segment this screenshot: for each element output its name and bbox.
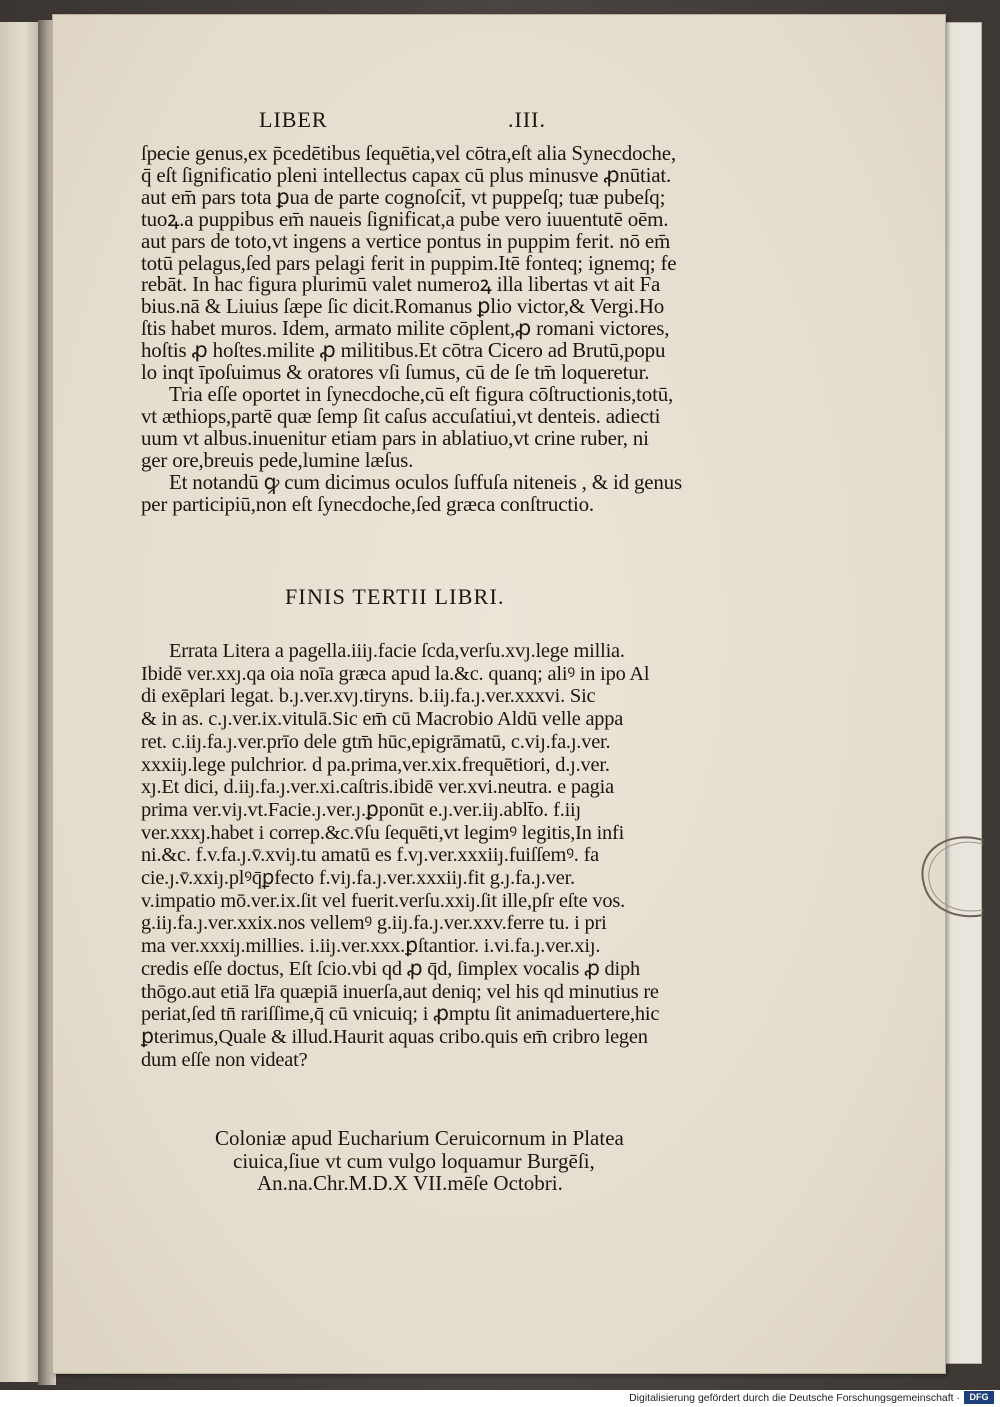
- running-header-left: LIBER: [259, 107, 328, 132]
- colophon: [215, 1127, 624, 1195]
- errata-line: g.iiȷ.fa.ȷ.ver.xxix.nos vellemꝰ g.iiȷ.fa.ȷ.ver.xxv.ferre tu. i pri: [141, 912, 607, 935]
- errata-line: xȷ.Et dici, d.iiȷ.fa.ȷ.ver.xi.caſtris.ibidē ver.xvi.neutra. e pagia: [141, 776, 614, 799]
- colophon-line: ciuica,ſiue vt cum vulgo loquamur Burgēſi,: [233, 1148, 595, 1173]
- running-header: [53, 107, 945, 137]
- text-line: vt æthiops,partē quæ ſemp ſit caſus accuſatiui,vt denteis. adiecti: [141, 403, 661, 428]
- errata-line: Ibidē ver.xxȷ.qa oia noīa græca apud la.&c. quanq; aliꝰ in ipo Al: [141, 662, 650, 685]
- text-line: bius.nā & Liuius ſæpe ſic dicit.Romanus ꝑlio victor,& Vergi.Ho: [141, 294, 665, 319]
- errata-line: ret. c.iiȷ.fa.ȷ.ver.prīo dele gtm̄ hūc,epigrāmatū, c.viȷ.fa.ȷ.ver.: [141, 730, 611, 753]
- binding-string-icon: [898, 820, 988, 930]
- text-line: totū pelagus,ſed pars pelagi ferit in puppim.Itē fonteq; ignemq; fe: [141, 250, 677, 275]
- text-line: per participiū,non eſt ſynecdoche,ſed græca conſtructio.: [141, 491, 594, 516]
- colophon-line: Coloniæ apud Eucharium Ceruicornum in Platea: [215, 1126, 624, 1150]
- errata-line: periat,ſed tn̄ rariſſime,q̄ cū vnicuiq; i ꝓmptu ſit animaduertere,hic: [141, 1003, 660, 1026]
- errata-line: prima ver.viȷ.vt.Facie.ȷ.ver.ȷ.ꝑponūt e.ȷ.ver.iiȷ.ablt̄o. f.iiȷ: [141, 798, 581, 821]
- text-line: tuoꝝ.a puppibus em̄ naueis ſignificat,a pube vero iuuentutē oēm.: [141, 206, 669, 231]
- book-page: [52, 14, 946, 1374]
- text-line: uum vt albus.inuenitur etiam pars in ablatiuo,vt crine ruber, ni: [141, 425, 649, 450]
- errata-line: ma ver.xxxiȷ.millies. i.iiȷ.ver.xxx.ꝑſtantior. i.vi.fa.ȷ.ver.xiȷ.: [141, 935, 601, 958]
- errata-line: xxxiiȷ.lege pulchrior. d pa.prima,ver.xix.frequētiori, d.ȷ.ver.: [141, 753, 610, 776]
- text-line: ger ore,breuis pede,lumine læſus.: [141, 447, 414, 472]
- text-line: lo inqt īpoſuimus & oratores vſi ſumus, cū de ſe tm̄ loqueretur.: [141, 360, 650, 385]
- section-end-heading: FINIS TERTII LIBRI.: [285, 584, 505, 609]
- errata-line: & in as. c.ȷ.ver.ix.vitulā.Sic em̄ cū Macrobio Aldū velle appa: [141, 708, 624, 731]
- errata-line: credis eſſe doctus, Eſt ſcio.vbi qd ꝓ q̄d, ſimplex vocalis ꝓ diph: [141, 957, 641, 980]
- text-line: aut em̄ pars tota ꝑua de parte cognoſcit̄, vt puppeſq; tuæ pubeſq;: [141, 184, 666, 209]
- running-header-right: .III.: [508, 107, 546, 132]
- errata-line: thōgo.aut etiā lr̄a quæpiā inuerſa,aut deniq; vel his qd minutius re: [141, 980, 659, 1003]
- errata-line: ni.&c. f.v.fa.ȷ.v̄.xviȷ.tu amatū es f.vȷ.ver.xxxiiȷ.fuiſſemꝰ. fa: [141, 844, 600, 867]
- errata-line: ꝑterimus,Quale & illud.Haurit aquas cribo.quis em̄ cribro legen: [141, 1025, 648, 1048]
- errata-line: v.impatio mō.ver.ix.ſit vel fuerit.verſu.xxiȷ.ſit ille,pſr eſte vos.: [141, 889, 625, 912]
- text-line: rebāt. In hac figura plurimū valet numeroꝝ illa libertas vt ait Fa: [141, 272, 661, 297]
- text-line: Et notandū ꝙ cum dicimus oculos ſuffuſa niteneis , & id genus: [169, 469, 682, 494]
- errata-line: Errata Litera a pagella.iiiȷ.facie ſcda,verſu.xvȷ.lege millia.: [169, 640, 625, 662]
- text-line: Tria eſſe oportet in ſynecdoche,cū eſt figura cōſtructionis,totū,: [169, 381, 674, 406]
- main-text: [141, 143, 861, 515]
- errata-line: ver.xxxȷ.habet i correp.&c.v̄ſu ſequēti,vt legimꝰ legitis,In infi: [141, 821, 625, 844]
- text-line: ſpecie genus,ex p̄cedētibus ſequētia,vel cōtra,eſt alia Synecdoche,: [141, 141, 676, 165]
- errata-line: dum eſſe non videat?: [141, 1048, 308, 1071]
- facing-page-edge: [0, 22, 41, 1382]
- dfg-logo-icon: DFG: [964, 1391, 994, 1404]
- text-line: q̄ eſt ſignificatio pleni intellectus capax cū plus minusve ꝓnūtiat.: [141, 162, 672, 187]
- text-line: ſtis habet muros. Idem, armato milite cōplent,ꝓ romani victores,: [141, 316, 670, 341]
- text-line: hoſtis ꝓ hoſtes.milite ꝓ militibus.Et cōtra Cicero ad Brutū,popu: [141, 338, 666, 363]
- errata-text: [141, 640, 861, 1071]
- errata-line: di exēplari legat. b.ȷ.ver.xvȷ.tiryns. b.iiȷ.fa.ȷ.ver.xxxvi. Sic: [141, 685, 596, 708]
- text-line: aut pars de toto,vt ingens a vertice pontus in puppim ferit. nō em̄: [141, 228, 671, 253]
- colophon-line: An.na.Chr.M.D.X VII.mēſe Octobri.: [257, 1171, 563, 1195]
- footer-credit: Digitalisierung gefördert durch die Deutsche Forschungsgemeinschaft ·: [629, 1392, 960, 1404]
- errata-line: cie.ȷ.v̄.xxiȷ.plꝰq̄ꝑfecto f.viȷ.fa.ȷ.ver.xxxiiȷ.fit g.ȷ.fa.ȷ.ver.: [141, 867, 575, 890]
